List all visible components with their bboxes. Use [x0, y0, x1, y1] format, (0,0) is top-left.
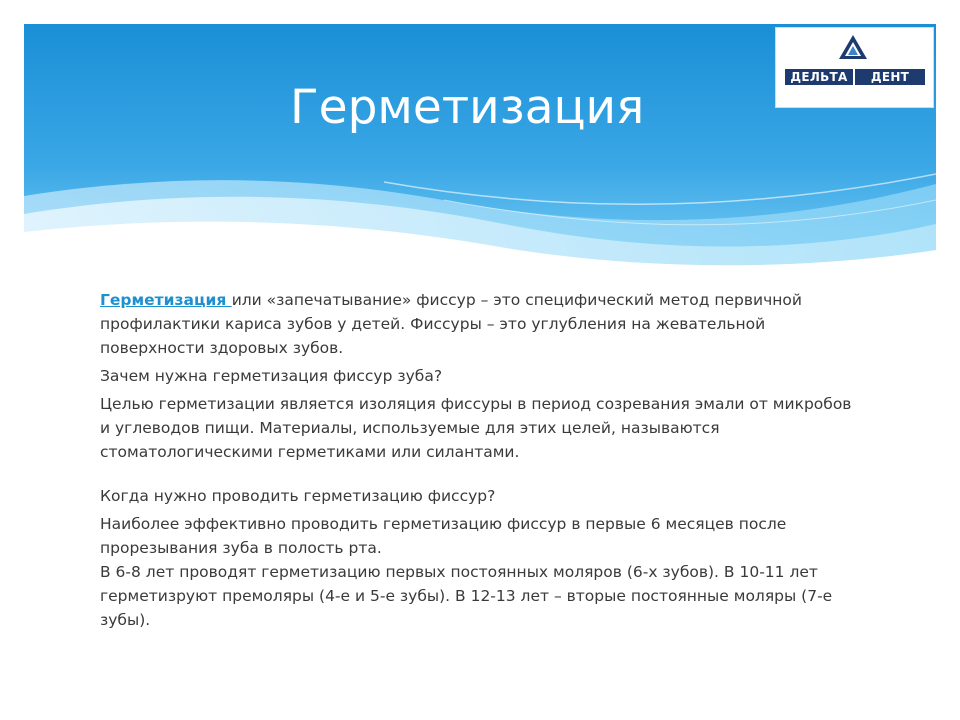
company-logo: [775, 27, 934, 108]
definition-text: или «запечатывание» фиссур – это специфический метод первичной профилактики кариса зубов у детей. Фиссуры – это углубления на жевательной поверхности здоровых зубов.: [100, 291, 802, 357]
logo-wordmark: [785, 69, 925, 85]
slide-title: Герметизация: [290, 80, 645, 135]
paragraph-definition: [100, 288, 860, 360]
question-why: Зачем нужна герметизация фиссур зуба?: [100, 367, 443, 385]
answer-why: Целью герметизации является изоляция фиссуры в период созревания эмали от микробов и углеводов пищи. Материалы, используемые для этих целей, называются стоматологическими герметиками или силантами.: [100, 395, 852, 461]
answer-when: Наиболее эффективно проводить герметизацию фиссур в первые 6 месяцев после прорезывания зуба в полость рта.: [100, 515, 787, 557]
logo-word-delta: ДЕЛЬТА: [785, 69, 853, 85]
logo-word-dent: ДЕНТ: [855, 69, 925, 85]
question-when: Когда нужно проводить герметизацию фиссур?: [100, 487, 496, 505]
term-link[interactable]: Герметизация: [100, 291, 232, 309]
logo-tagline: [785, 89, 925, 97]
tooth-triangle-logo-icon: [838, 34, 868, 60]
answer-age-schedule: В 6-8 лет проводят герметизацию первых постоянных моляров (6-х зубов). В 10-11 лет герметизруют премоляры (4-е и 5-е зубы). В 12-13 лет – вторые постоянные моляры (7-е зубы).: [100, 563, 833, 629]
slide-body: [100, 288, 860, 636]
